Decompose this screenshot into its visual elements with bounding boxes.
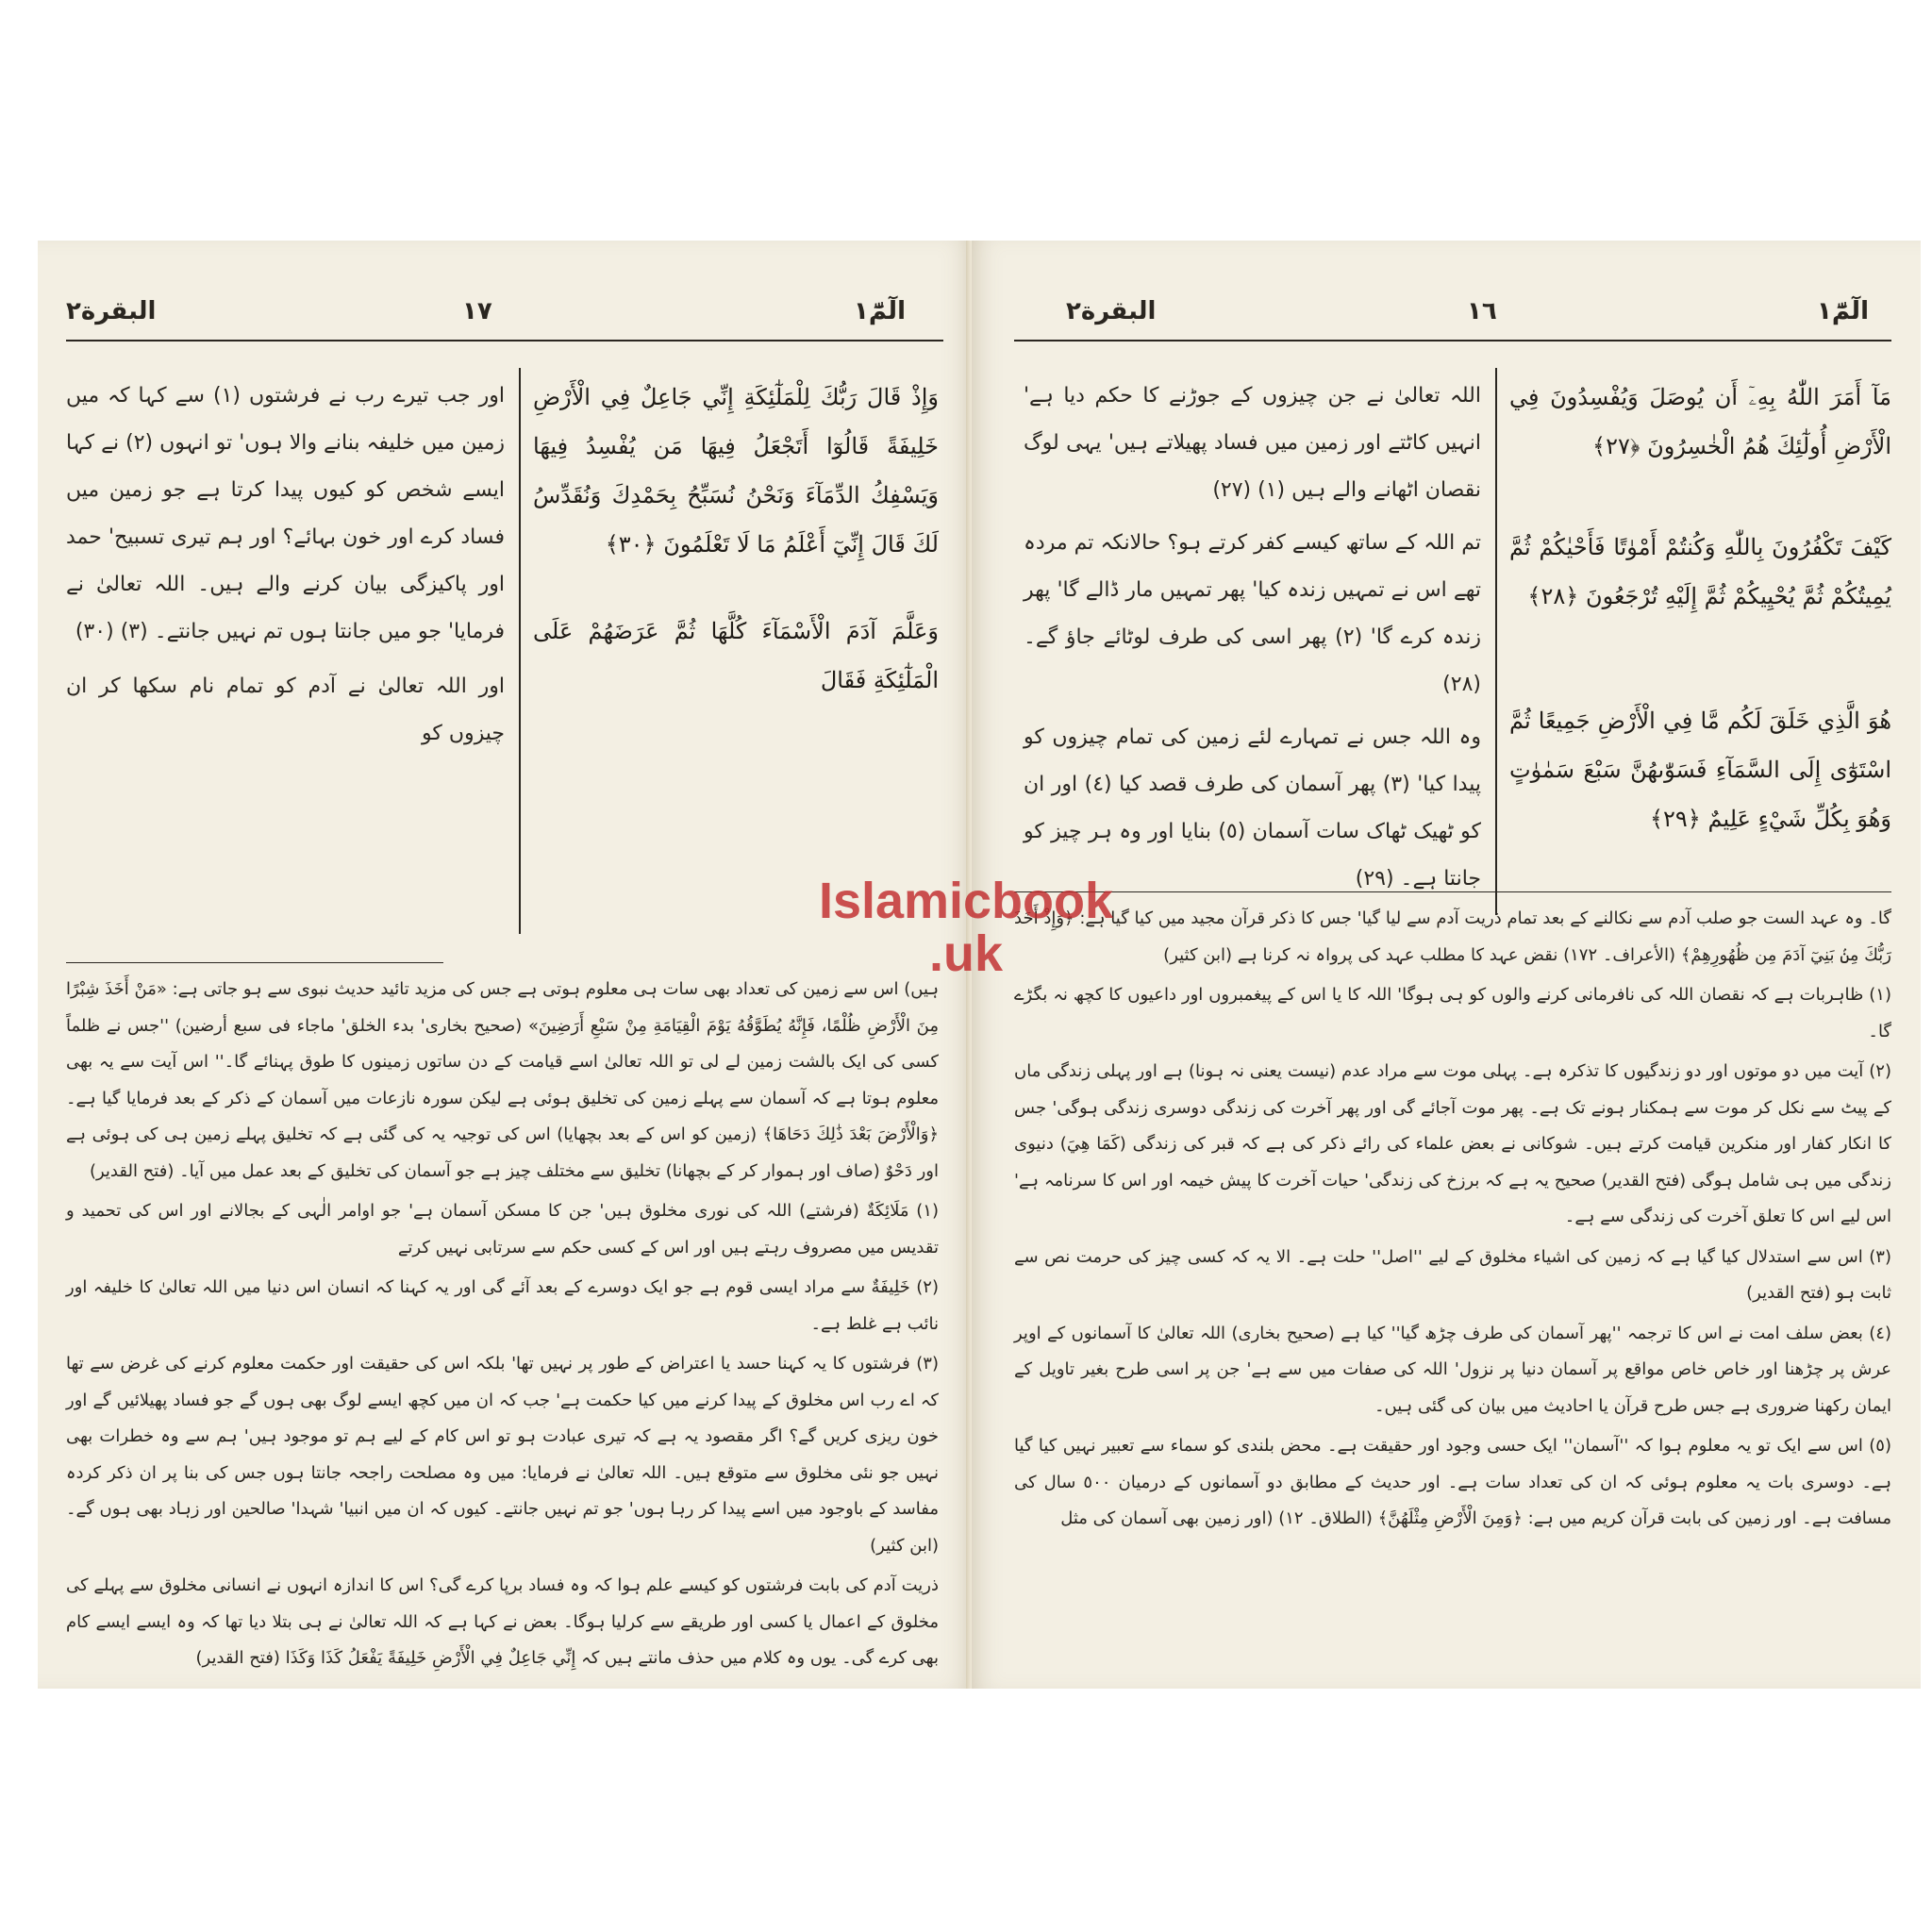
footnote-r2: (٢) آیت میں دو موتوں اور دو زندگیوں کا تذکرہ ہے۔ پہلی موت سے مراد عدم (نیست یعنی نہ ہونا) ہے اور پہلی زندگی ماں کے پیٹ سے نکل کر موت سے ہمکنار ہونے تک ہے۔ پھر موت آجائے گی اور پھر آخرت کی زندگی دوسری زندگی ہوگی' جس کا انکار کفار اور منکرین قیامت کرتے ہیں۔ شوکانی نے بعض علماء کی رائے ذکر کی ہے کہ قبر کی زندگی (كَمَا هِيَ) دنیوی زندگی میں ہی شامل ہوگی (فتح القدیر) صحیح یہ ہے کہ برزخ کی زندگی' حیات آخرت کا پیش خیمہ اور اس کا سرنامہ ہے' اس لیے اس کا تعلق آخرت کی زندگی سے ہے۔ (1014, 1061, 1891, 1226)
right-surah-name: البقرة٢ (1066, 297, 1157, 325)
left-header-rule (66, 340, 943, 341)
footnote-3-continued: ذریت آدم کی بابت فرشتوں کو کیسے علم ہوا کہ وہ فساد برپا کرے گی؟ اس کا اندازہ انہوں نے انسانی مخلوق سے پہلے کی مخلوق کے اعمال یا کسی اور طریقے سے کرلیا ہوگا۔ بعض نے کہا ہے کہ اللہ تعالیٰ نے ہی بتلا دیا تھا کہ وہ ایسے ایسے کام بھی کرے گی۔ یوں وہ کلام میں حذف مانتے ہیں کہ إِنِّي جَاعِلٌ فِي الْأَرْضِ خَلِيفَةً يَفْعَلُ كَذَا وَكَذَا (فتح القدیر) (66, 1575, 939, 1668)
left-page-header (38, 297, 972, 335)
left-surah-name: البقرة٢ (66, 297, 157, 325)
arabic-verse-28: كَيْفَ تَكْفُرُونَ بِاللّٰهِ وَكُنتُمْ أَمْوٰتًا فَأَحْيٰكُمْ ثُمَّ يُمِيتُكُمْ ثُمَّ يُحْيِيكُمْ ثُمَّ إِلَيْهِ تُرْجَعُونَ ﴿٢٨﴾ (1509, 534, 1891, 609)
right-footnote-rule (1014, 891, 1891, 892)
right-verses (1509, 373, 1891, 843)
right-page-number: ١٦ (1467, 297, 1497, 325)
translation-30: اور جب تیرے رب نے فرشتوں (١) سے کہا کہ میں زمین میں خلیفہ بنانے والا ہوں' تو انہوں (٢) نے کہا ایسے شخص کو کیوں پیدا کرتا ہے جو زمین میں فساد کرے اور خون بہائے؟ اور ہم تیری تسبیح' حمد اور پاکیزگی بیان کرنے والے ہیں۔ اللہ تعالیٰ نے فرمایا' جو میں جانتا ہوں تم نہیں جانتے۔ (٣) (٣٠) (66, 384, 506, 643)
right-page-header (972, 297, 1921, 335)
right-translations (1024, 373, 1481, 903)
arabic-verse-30: وَإِذْ قَالَ رَبُّكَ لِلْمَلٰٓئِكَةِ إِنِّي جَاعِلٌ فِي الْأَرْضِ خَلِيفَةً قَالُوٓا أَتَجْعَلُ فِيهَا مَن يُفْسِدُ فِيهَا وَيَسْفِكُ الدِّمَآءَ وَنَحْنُ نُسَبِّحُ بِحَمْدِكَ وَنُقَدِّسُ لَكَ قَالَ إِنِّيٓ أَعْلَمُ مَا لَا تَعْلَمُونَ ﴿٣٠﴾ (533, 384, 939, 558)
left-footnote-rule (66, 962, 443, 963)
book-spread (38, 241, 1921, 1689)
footnote-r1: (١) ظاہربات ہے کہ نقصان اللہ کی نافرمانی کرنے والوں کو ہی ہوگا' اللہ کا یا اس کے پیغمبروں اور داعیوں کا کچھ نہ بگڑے گا۔ (1014, 985, 1891, 1041)
right-header-rule (1014, 340, 1891, 341)
right-footnotes (1014, 901, 1891, 1538)
watermark-line-1: Islamicbook (818, 873, 1114, 929)
left-page-number: ١٧ (462, 297, 492, 325)
arabic-verse-27: مَآ أَمَرَ اللّٰهُ بِهِۦٓ أَن يُوصَلَ وَيُفْسِدُونَ فِي الْأَرْضِ أُولٰٓئِكَ هُمُ الْخٰسِرُونَ ﴿٢٧﴾ (1509, 384, 1891, 459)
left-footnotes (66, 972, 939, 1677)
right-juz-label: الٓمّٓ١ (1817, 297, 1869, 325)
left-page (38, 241, 972, 1689)
left-translations (66, 373, 505, 758)
left-verses (533, 373, 939, 705)
translation-31: اور اللہ تعالیٰ نے آدم کو تمام نام سکھا کر ان چیزوں کو (66, 675, 505, 745)
right-column-divider (1495, 368, 1497, 915)
right-page (972, 241, 1921, 1689)
watermark-line-2: .uk (928, 925, 1004, 982)
footnote-1: (١) مَلَائِكَةٌ (فرشتے) اللہ کی نوری مخلوق ہیں' جن کا مسکن آسمان ہے' جو اوامر الٰہی کے بجالانے اور اس کی تحمید و تقدیس میں مصروف رہتے ہیں اور اس کے کسی حکم سے سرتابی نہیں کرتے (66, 1201, 939, 1257)
footnote-r3: (٣) اس سے استدلال کیا گیا ہے کہ زمین کی اشیاء مخلوق کے لیے ''اصل'' حلت ہے۔ الا یہ کہ کسی چیز کی حرمت نص سے ثابت ہو (فتح القدیر) (1014, 1246, 1891, 1303)
left-juz-label: الٓمّٓ١ (854, 297, 906, 325)
translation-29: وہ اللہ جس نے تمہارے لئے زمین کی تمام چیزوں کو پیدا کیا' (٣) پھر آسمان کی طرف قصد کیا (٤) اور ان کو ٹھیک ٹھاک سات آسمان (٥) بنایا اور وہ ہر چیز کو جانتا ہے۔ (٢٩) (1024, 725, 1481, 891)
footnote-2: (٢) خَلِيفَةٌ سے مراد ایسی قوم ہے جو ایک دوسرے کے بعد آئے گی اور یہ کہنا کہ انسان اس دنیا میں اللہ تعالیٰ کا خلیفہ اور نائب ہے غلط ہے۔ (66, 1277, 939, 1334)
footnote-r5: (٥) اس سے ایک تو یہ معلوم ہوا کہ ''آسمان'' ایک حسی وجود اور حقیقت ہے۔ محض بلندی کو سماء سے تعبیر نہیں کیا گیا ہے۔ دوسری بات یہ معلوم ہوئی کہ ان کی تعداد سات ہے۔ اور حدیث کے مطابق دو آسمانوں کے درمیان ٥٠٠ سال کی مسافت ہے۔ اور زمین کی بابت قرآن کریم میں ہے: ﴿وَمِنَ الْأَرْضِ مِثْلَهُنَّ﴾ (الطلاق۔ ١٢) (اور زمین بھی آسمان کی مثل (1014, 1436, 1891, 1528)
translation-27: اللہ تعالیٰ نے جن چیزوں کے جوڑنے کا حکم دیا ہے' انہیں کاٹتے اور زمین میں فساد پھیلاتے ہیں' یہی لوگ نقصان اٹھانے والے ہیں (١) (٢٧) (1024, 384, 1481, 502)
footnote-continuation: ہیں) اس سے زمین کی تعداد بھی سات ہی معلوم ہوتی ہے جس کی مزید تائید حدیث نبوی سے ہو جاتی ہے: «مَنْ أَخَذَ شِبْرًا مِنَ الْأَرْضِ ظُلْمًا، فَإِنَّهُ يُطَوَّقُهُ يَوْمَ الْقِيَامَةِ مِنْ سَبْعِ أَرَضِينَ» (صحیح بخاری' بدء الخلق' ماجاء فی سبع أرضین) ''جس نے ظلماً کسی کی ایک بالشت زمین لے لی تو اللہ تعالیٰ اسے قیامت کے دن ساتوں زمینوں کا طوق پہنائے گا۔'' اس آیت سے یہ بھی معلوم ہوتا ہے کہ آسمان سے پہلے زمین کی تخلیق ہوئی ہے لیکن سورہ نازعات میں آسمان کے ذکر کے بعد فرمایا گیا ہے۔ ﴿وَالْأَرْضَ بَعْدَ ذَٰلِكَ دَحَاهَا﴾ (زمین کو اس کے بعد بچھایا) اس کی توجیہ یہ کی گئی ہے کہ تخلیق پہلے زمین ہی کی ہوئی ہے اور دَحْوٌ (صاف اور ہموار کر کے بچھانا) تخلیق سے مختلف چیز ہے جو آسمان کی تخلیق کے بعد عمل میں آیا۔ (فتح القدیر) (66, 979, 939, 1181)
translation-28: تم اللہ کے ساتھ کیسے کفر کرتے ہو؟ حالانکہ تم مردہ تھے اس نے تمہیں زندہ کیا' پھر تمہیں مار ڈالے گا' پھر زندہ کرے گا' (٢) پھر اسی کی طرف لوٹائے جاؤ گے۔ (٢٨) (1024, 531, 1481, 696)
footnote-prev-continuation: گا۔ وہ عہد الست جو صلب آدم سے نکالنے کے بعد تمام ذریت آدم سے لیا گیا' جس کا ذکر قرآن مجید میں کیا گیا ہے: ﴿وَإِذْ أَخَذَ رَبُّكَ مِنۢ بَنِيٓ آدَمَ مِن ظُهُورِهِمْ﴾ (الأعراف۔ ١٧٢) نقض عہد کا مطلب عہد کی پرواہ نہ کرنا ہے (ابن کثیر) (1014, 908, 1891, 965)
arabic-verse-31: وَعَلَّمَ آدَمَ الْأَسْمَآءَ كُلَّهَا ثُمَّ عَرَضَهُمْ عَلَى الْمَلٰٓئِكَةِ فَقَالَ (533, 618, 939, 693)
left-column-divider (519, 368, 521, 934)
footnote-r4: (٤) بعض سلف امت نے اس کا ترجمہ ''پھر آسمان کی طرف چڑھ گیا'' کیا ہے (صحیح بخاری) اللہ تعالیٰ کا آسمانوں کے اوپر عرش پر چڑھنا اور خاص خاص مواقع پر آسمان دنیا پر نزول' اللہ کی صفات میں سے ہے' جن پر اسی طرح بغیر تاویل کے ایمان رکھنا ضروری ہے جس طرح قرآن یا احادیث میں بیان کی گئی ہیں۔ (1014, 1323, 1891, 1416)
arabic-verse-29: هُوَ الَّذِي خَلَقَ لَكُم مَّا فِي الْأَرْضِ جَمِيعًا ثُمَّ اسْتَوٰٓى إِلَى السَّمَآءِ فَسَوّٰىهُنَّ سَبْعَ سَمٰوٰتٍ وَهُوَ بِكُلِّ شَيْءٍ عَلِيمٌ ﴿٢٩﴾ (1509, 708, 1891, 832)
footnote-3: (٣) فرشتوں کا یہ کہنا حسد یا اعتراض کے طور پر نہیں تھا' بلکہ اس کی حقیقت اور حکمت معلوم کرنے کی غرض سے تھا کہ اے رب اس مخلوق کے پیدا کرنے میں کیا حکمت ہے' جب کہ ان میں کچھ ایسے لوگ بھی ہوں گے جو فساد پھیلائیں گے اور خون ریزی کریں گے؟ اگر مقصود یہ ہے کہ تیری عبادت ہو تو اس کام کے لیے ہم تو موجود ہیں' ہم سے وہ خطرات بھی نہیں جو نئی مخلوق سے متوقع ہیں۔ اللہ تعالیٰ نے فرمایا: میں وہ مصلحت راجحہ جانتا ہوں جس کی بنا پر ان ذکر کردہ مفاسد کے باوجود میں اسے پیدا کر رہا ہوں' جو تم نہیں جانتے۔ کیوں کہ ان میں انبیا' شہدا' صالحین اور زہاد بھی ہوں گے۔ (ابن کثیر) (66, 1354, 939, 1556)
